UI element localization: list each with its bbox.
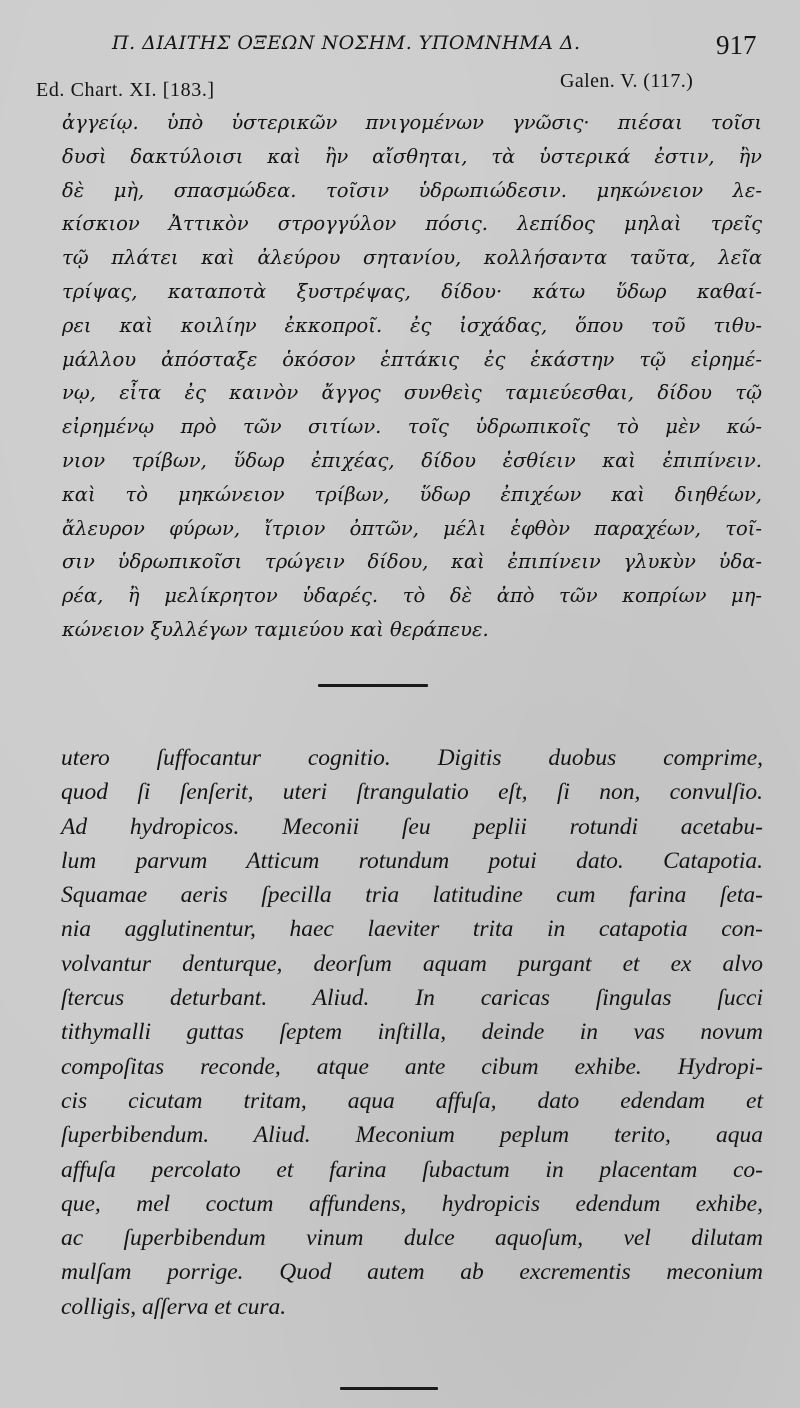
greek-text-block bbox=[62, 106, 762, 647]
latin-line: compoſitas reconde, atque ante cibum exhibe. Hydropi- bbox=[61, 1053, 763, 1080]
latin-line: tithymalli guttas ſeptem inſtilla, deinde in vas novum bbox=[61, 1019, 763, 1046]
greek-line: καὶ τὸ μηκώνειον τρίβων, ὕδωρ ἐπιχέων καὶ διηθέων, bbox=[62, 482, 762, 506]
latin-line: cis cicutam tritam, aqua affuſa, dato edendam et bbox=[61, 1087, 763, 1114]
latin-line: nia agglutinentur, haec laeviter trita in catapotia con- bbox=[61, 916, 763, 943]
edition-reference-galen: Galen. V. (117.) bbox=[560, 70, 694, 92]
latin-line: ac ſuperbibendum vinum dulce aquoſum, vel dilutam bbox=[61, 1225, 763, 1252]
greek-line: τρίψας, καταποτὰ ξυστρέψας, δίδου· κάτω ὕδωρ καθαί- bbox=[62, 279, 762, 303]
greek-line: κίσκιον Ἀττικὸν στρογγύλον πόσις. λεπίδος μηλαὶ τρεῖς bbox=[62, 212, 762, 236]
greek-line: εἰρημένῳ πρὸ τῶν σιτίων. τοῖς ὑδρωπικοῖς τὸ μὲν κώ- bbox=[62, 415, 762, 439]
greek-line: σιν ὑδρωπικοῖσι τρώγειν δίδου, καὶ ἐπιπίνειν γλυκὺν ὑδα- bbox=[62, 550, 762, 574]
latin-line: Squamae aeris ſpecilla tria latitudine cum farina ſeta- bbox=[61, 882, 763, 909]
latin-text-block bbox=[61, 741, 763, 1324]
latin-line: lum parvum Atticum rotundum potui dato. Catapotia. bbox=[61, 847, 763, 874]
latin-line: colligis, aſſerva et cura. bbox=[61, 1293, 287, 1320]
greek-line: ἄλευρον φύρων, ἴτριον ὀπτῶν, μέλι ἑφθὸν παραχέων, τοῖ- bbox=[62, 516, 762, 540]
latin-line: volvantur denturque, deorſum aquam purgant et ex alvo bbox=[61, 950, 763, 977]
greek-line: ρει καὶ κοιλίην ἐκκοπροῖ. ἐς ἰσχάδας, ὅπου τοῦ τιθυ- bbox=[62, 313, 762, 337]
edition-reference-chartier: Ed. Chart. XI. [183.] bbox=[36, 79, 215, 101]
end-divider-rule bbox=[340, 1387, 438, 1390]
greek-line: νιον τρίβων, ὕδωρ ἐπιχέας, δίδου ἐσθίειν καὶ ἐπιπίνειν. bbox=[62, 448, 762, 472]
page-number: 917 bbox=[716, 30, 757, 60]
greek-line: νῳ, εἶτα ἐς καινὸν ἄγγος συνθεὶς ταμιεύεσθαι, δίδου τῷ bbox=[62, 381, 762, 405]
latin-line: ſtercus deturbant. Aliud. In caricas ſingulas ſucci bbox=[61, 985, 763, 1012]
latin-line: affuſa percolato et farina ſubactum in placentam co- bbox=[61, 1156, 763, 1183]
latin-line: que, mel coctum affundens, hydropicis edendum exhibe, bbox=[61, 1190, 763, 1217]
greek-line: τῷ πλάτει καὶ ἀλεύρου σητανίου, κολλήσαντα ταῦτα, λεῖα bbox=[62, 246, 762, 270]
greek-line: μάλλου ἀπόσταξε ὁκόσον ἑπτάκις ἐς ἑκάστην τῷ εἰρημέ- bbox=[62, 347, 762, 371]
latin-line: mulſam porrige. Quod autem ab excrementis meconium bbox=[61, 1259, 763, 1286]
running-head: Π. ΔΙΑΙΤΗΣ ΟΞΕΩΝ ΝΟΣΗΜ. ΥΠΟΜΝΗΜΑ Δ. bbox=[112, 32, 581, 54]
greek-line: κώνειον ξυλλέγων ταμιεύου καὶ θεράπευε. bbox=[62, 617, 489, 641]
section-divider-rule bbox=[318, 684, 428, 687]
latin-line: quod ſi ſenſerit, uteri ſtrangulatio eſt, ſi non, convulſio. bbox=[61, 779, 763, 806]
greek-line: ἀγγείῳ. ὑπὸ ὑστερικῶν πνιγομένων γνῶσις· πιέσαι τοῖσι bbox=[62, 111, 762, 134]
greek-line: δυσὶ δακτύλοισι καὶ ἢν αἴσθηται, τὰ ὑστερικά ἐστιν, ἢν bbox=[62, 144, 762, 168]
greek-line: ρέα, ἢ μελίκρητον ὑδαρές. τὸ δὲ ἀπὸ τῶν κοπρίων μη- bbox=[62, 584, 762, 608]
greek-line: δὲ μὴ, σπασμώδεα. τοῖσιν ὑδρωπιώδεσιν. μηκώνειον λε- bbox=[62, 178, 762, 202]
latin-line: ſuperbibendum. Aliud. Meconium peplum terito, aqua bbox=[61, 1122, 763, 1149]
latin-line: utero ſuffocantur cognitio. Digitis duobus comprime, bbox=[61, 745, 763, 771]
latin-line: Ad hydropicos. Meconii ſeu peplii rotundi acetabu- bbox=[61, 813, 763, 840]
